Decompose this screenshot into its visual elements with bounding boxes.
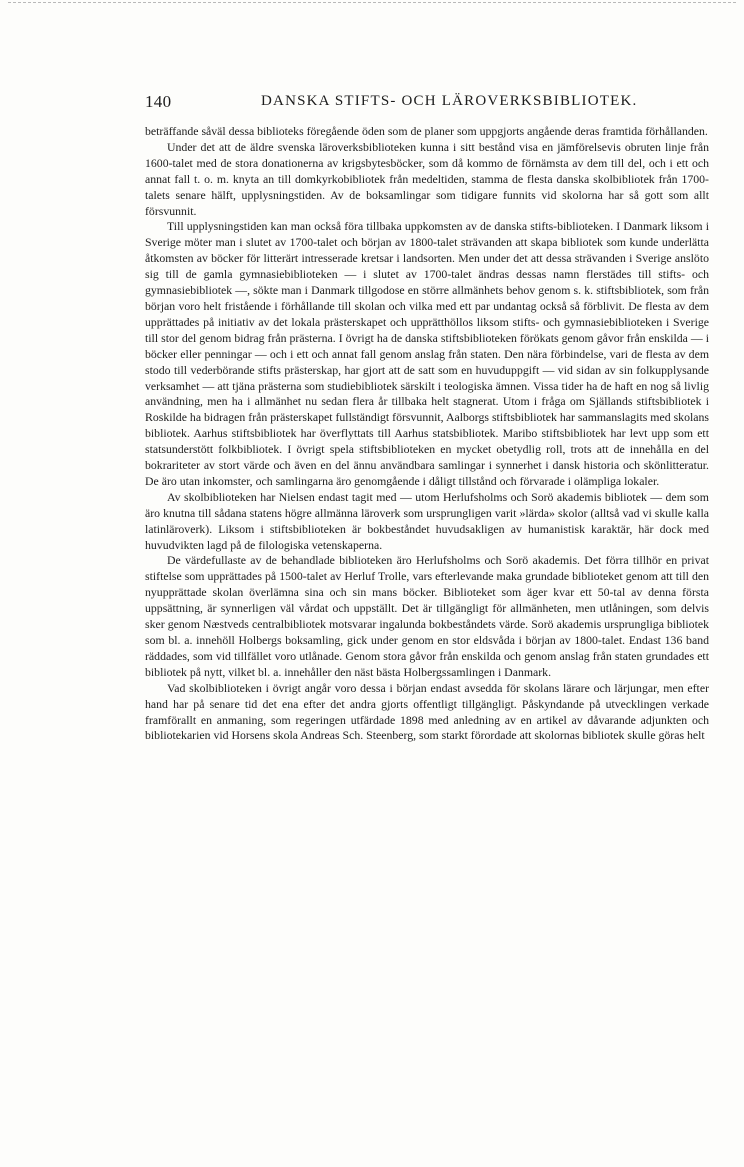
paragraph-older-swedish-libraries: Under det att de äldre svenska läroverksbiblioteken kunna i sitt bestånd visa en jämförelsevis obruten linje från 1600-talet med de stora donationerna av krigsbytesböcker, som då kommo de förnämsta av dem till del, och i ett och annat fall t. o. m. knyta an till domkyrkobibliotek från medeltiden, stamma de flesta danska skolbibliotek från 1700-talets senare hälft, upplysningstiden. Av de boksamlingar som tidigare funnits vid skolorna har så gott som allt försvunnit. xyxy=(145,139,709,218)
page-number: 140 xyxy=(145,92,172,111)
scan-edge-rule xyxy=(8,2,736,3)
running-head xyxy=(145,92,709,114)
paragraph-continuation: beträffande såväl dessa biblioteks föregående öden som de planer som uppgjorts angående deras framtida förhållanden. xyxy=(145,124,708,138)
body-text xyxy=(145,124,709,744)
paragraph-public-access: Vad skolbiblioteken i övrigt angår voro dessa i början endast avsedda för skolans lärare och lärjungar, men efter hand har på senare tid det ena efter det andra gjorts offentligt tillgängligt. Påskyndande på utvecklingen verkade framförallt en anmaning, som regeringen utfärdade 1898 med anledning av en artikel av dåvarande adjunkten och bibliotekarien vid Horsens skola Andreas Sch. Steenberg, som starkt förordade att skolornas bibliotek skulle göras helt xyxy=(145,680,709,743)
paragraph-herlufsholm-soro: De värdefullaste av de behandlade biblioteken äro Herlufsholms och Sorö akademis. Det förra tillhör en privat stiftelse som upprättades på 1500-talet av Herluf Trolle, vars efterlevande maka grundade biblioteket genom att till den nyupprättade skolan överlämna sina och sin mans böcker. Biblioteket som äger kvar ett 50-tal av denna första uppsättning, är synnerligen väl vårdat och uppställt. Det är tillgängligt för allmänheten, men utlåningen, som delvis sker genom Næstveds centralbibliotek motsvarar ingalunda bokbeståndets värde. Sorö akademis ursprungliga bibliotek som bl. a. innehöll Holbergs boksamling, gick under genom en stor eldsvåda i början av 1800-talet. Endast 136 band räddades, som vid tillfället voro utlånade. Genom stora gåvor från enskilda och genom anslag från staten grundades ett bibliotek på nytt, vilket bl. a. innehåller den näst bästa Holbergssamlingen i Danmark. xyxy=(145,553,709,679)
running-title: DANSKA STIFTS- OCH LÄROVERKSBIBLIOTEK. xyxy=(261,93,638,109)
paragraph-stiftsbibliotek: Till upplysningstiden kan man också föra tillbaka uppkomsten av de danska stifts-biblioteken. I Danmark liksom i Sverige möter man i slutet av 1700-talet och början av 1800-talet strävanden att skapa bibliotek som kunde underlätta åtkomsten av böcker för litterärt intresserade kretsar i landsorten. Men under det att dessa strävanden i Sverige anslöto sig till de gamla gymnasiebiblioteken — i slutet av 1700-talet ändras dessas namn flerstädes till stifts- och gymnasiebibliotek —, sökte man i Danmark tillgodose en större allmänhets behov genom s. k. stiftsbibliotek, som från början voro helt fristående i förhållande till skolan och vilka med ett par undantag också så förblivit. De flesta av dem upprättades på initiativ av det lokala prästerskapet och upprätthöllos liksom stifts- och gymnasiebiblioteken i Sverige till stor del genom bidrag från prästerna. I övrigt ha de danska stiftsbiblioteken förökats genom gåvor från enskilda — i böcker eller penningar — och i ett och annat fall genom anslag från staten. Den nära förbindelse, vari de flesta av dem stodo till vederbörande stifts prästerskap, har gjort att de satt som en huvuduppgift — vid sidan av sin folkupplysande verksamhet — att tjäna prästerna som studiebibliotek särskilt i teologiska ämnen. Vissa tider ha de haft en nog så livlig användning, men ha i allmänhet nu sedan flera år tillbaka helt stagnerat. Utom i fråga om Själlands stiftsbibliotek i Roskilde ha bidragen från prästerskapet fullständigt försvunnit, Aalborgs stiftsbibliotek har sammanslagits med skolans bibliotek. Aarhus stiftsbibliotek har överflyttats till Aarhus statsbibliotek. Maribo stiftsbibliotek har levt upp som ett statsunderstött folkbibliotek. I övrigt spela stiftsbiblioteken en mycket obetydlig roll, trots att de innehålla en del bokrariteter av stort värde och även en del ännu användbara samlingar i synnerhet i dansk historia och skönlitteratur. De äro utan inkomster, och samlingarna äro genomgående i dåligt tillstånd och förvarade i olämpliga lokaler. xyxy=(145,219,709,488)
paragraph-skolbibliotek-nielsen: Av skolbiblioteken har Nielsen endast tagit med — utom Herlufsholms och Sorö akademis bibliotek — dem som äro knutna till sådana statens högre allmänna läroverk som ursprungligen varit »lärda» skolor (alltså vad vi skulle kalla latinläroverk). Liksom i stiftsbiblioteken är bokbeståndet huvudsakligen av humanistisk karaktär, här dock med huvudvikten lagd på de filologiska vetenskaperna. xyxy=(145,489,709,552)
